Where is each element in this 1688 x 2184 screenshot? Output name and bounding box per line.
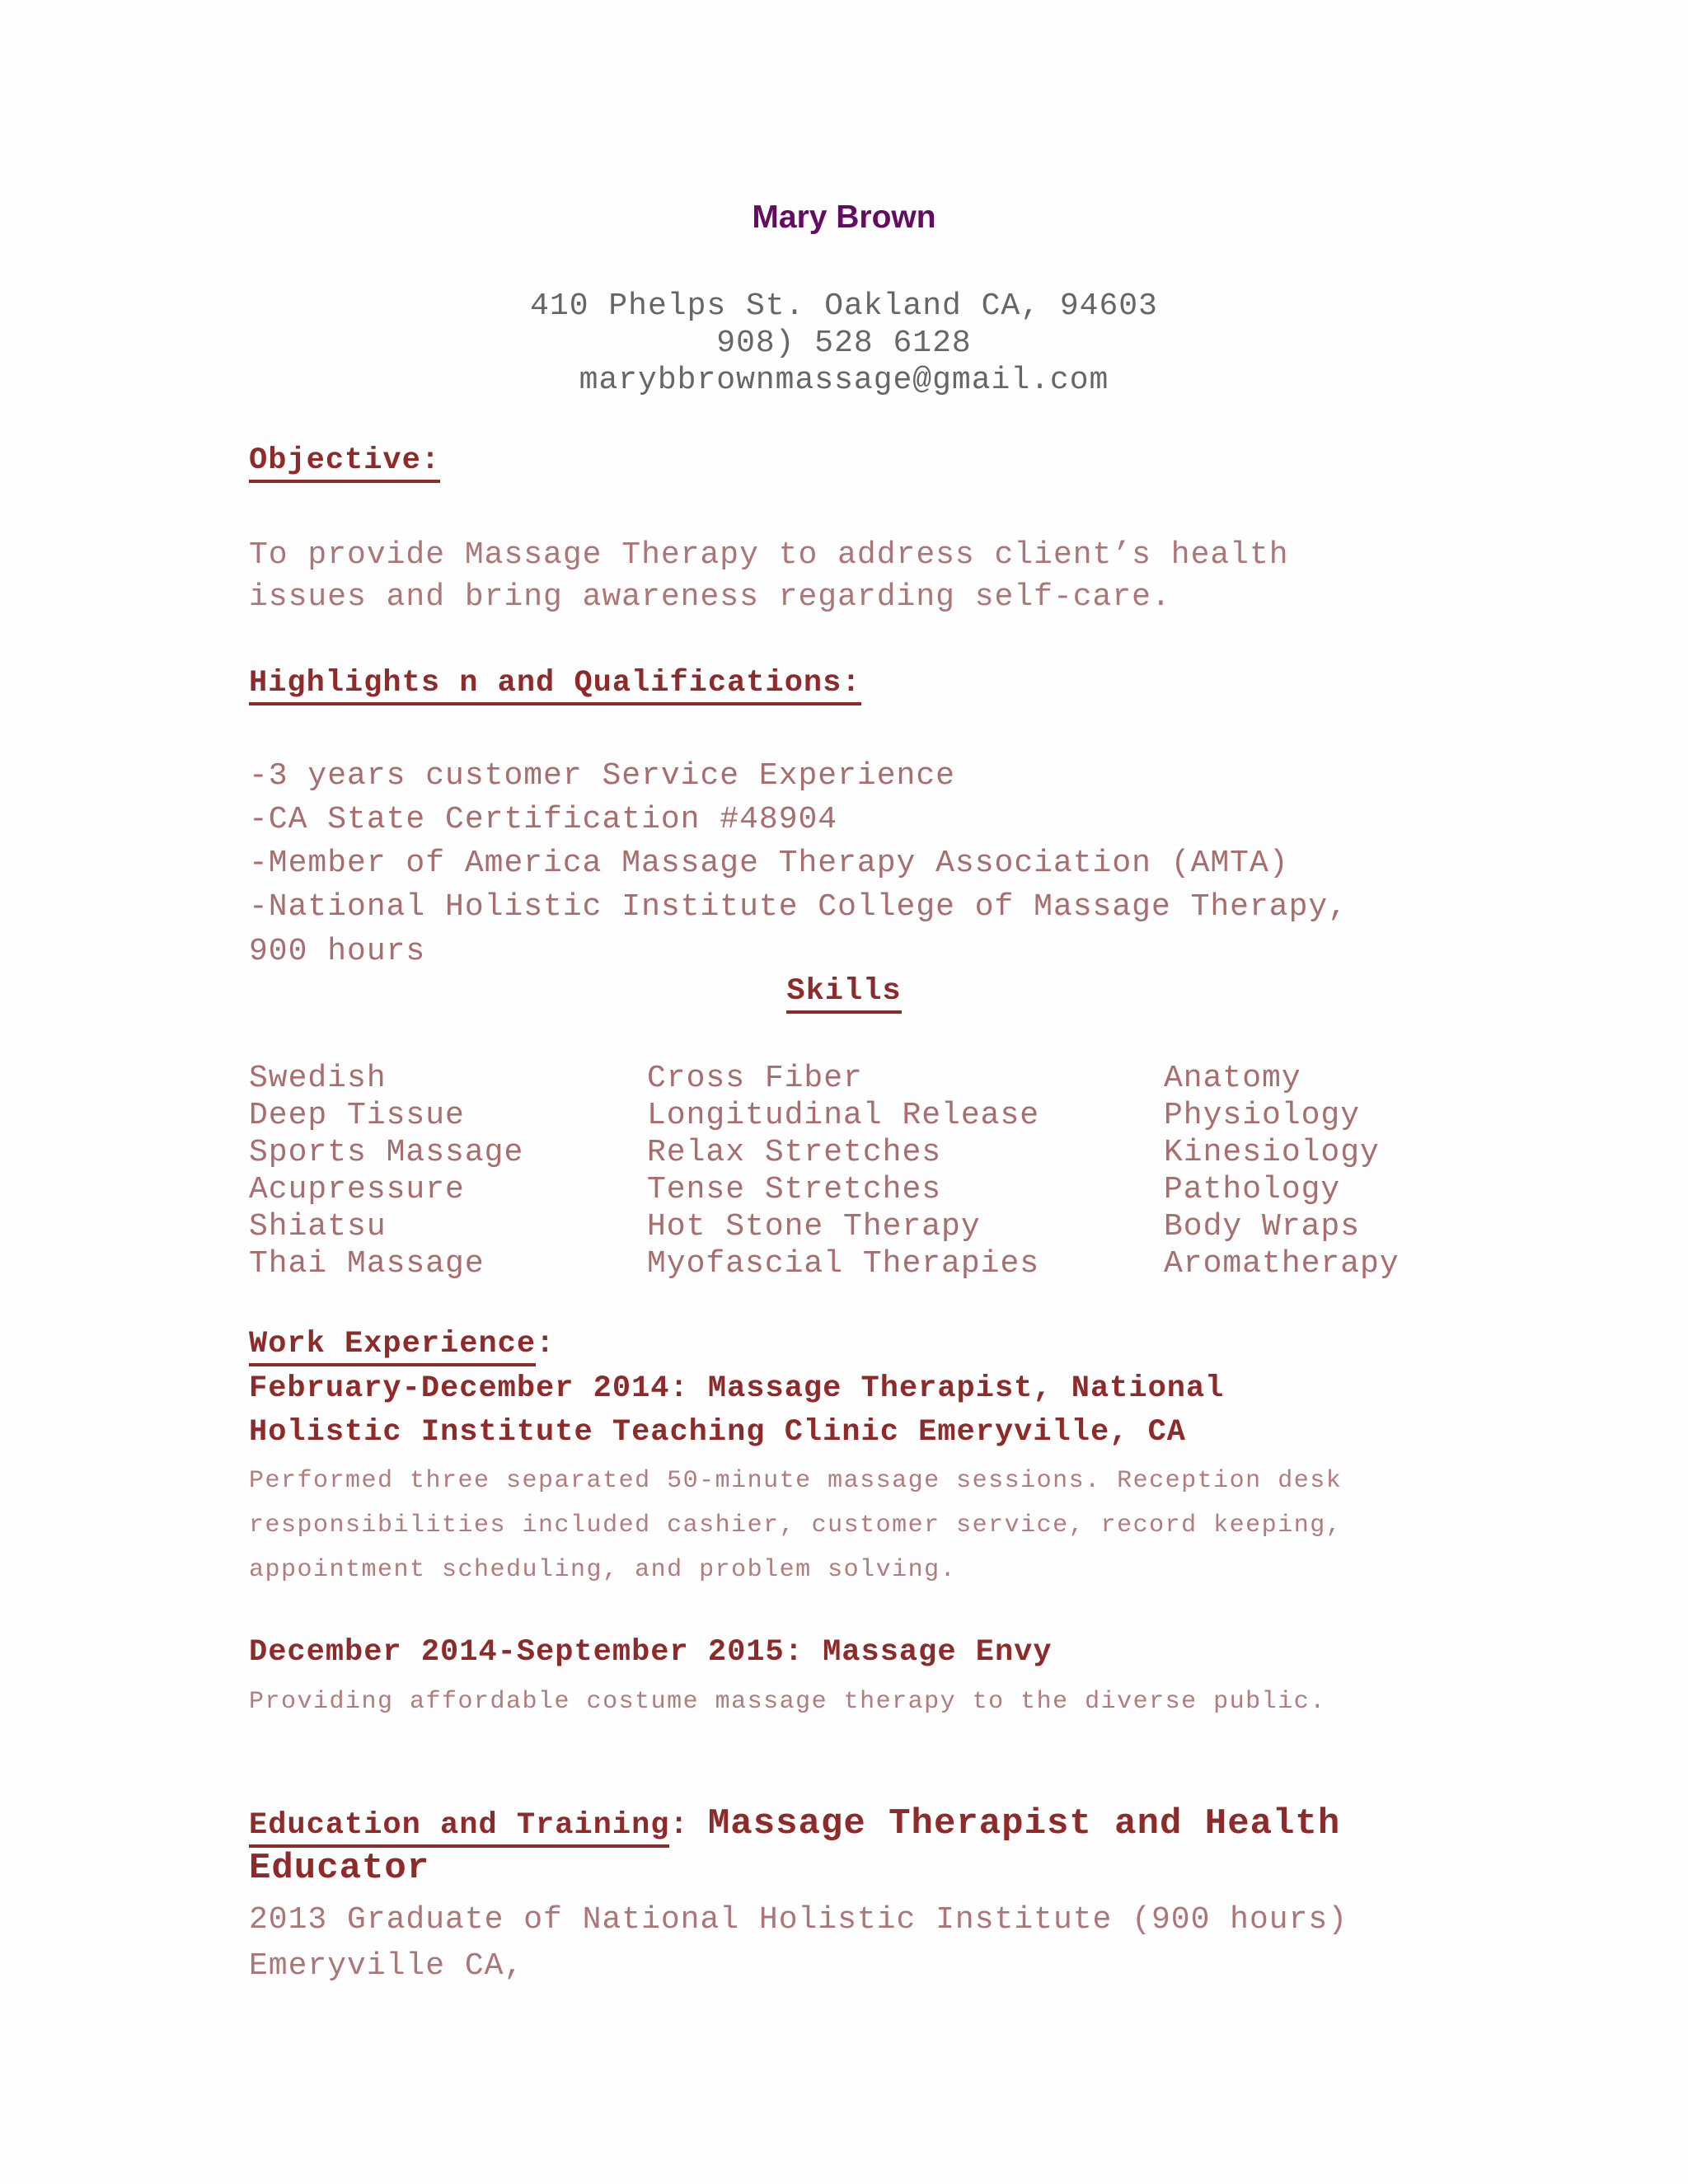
job-desc-line: appointment scheduling, and problem solving.: [249, 1556, 957, 1584]
skill-item: Body Wraps: [1164, 1209, 1361, 1244]
skill-item: Aromatherapy: [1164, 1246, 1400, 1282]
skill-item: Thai Massage: [249, 1246, 485, 1282]
job-title: [249, 1367, 1224, 1455]
objective-line: To provide Massage Therapy to address client’s health: [249, 537, 1289, 573]
skill-item: Hot Stone Therapy: [647, 1209, 981, 1244]
skill-item: Tense Stretches: [647, 1172, 942, 1207]
education-details: [249, 1897, 1348, 1990]
job-desc-line: Providing affordable costume massage therapy to the diverse public.: [249, 1688, 1326, 1716]
skill-item: Shiatsu: [249, 1209, 387, 1244]
objective-text: [249, 534, 1289, 618]
skill-item: Relax Stretches: [647, 1135, 942, 1170]
education-title: Massage Therapist and Health: [707, 1803, 1341, 1844]
highlight-item: -3 years customer Service Experience: [249, 758, 955, 794]
highlight-item: 900 hours: [249, 934, 426, 969]
contact-phone: 908) 528 6128: [716, 326, 972, 361]
skill-item: Swedish: [249, 1061, 387, 1096]
highlights-heading-text: Highlights n and Qualifications:: [249, 666, 861, 705]
job-desc-line: Performed three separated 50-minute massage sessions. Reception desk: [249, 1467, 1343, 1495]
skill-item: Acupressure: [249, 1172, 465, 1207]
skill-item: Anatomy: [1164, 1061, 1301, 1096]
education-heading: [249, 1808, 708, 1848]
education-heading-text: Education and Training: [249, 1808, 669, 1848]
skills-column-3: [1164, 1060, 1400, 1282]
skill-item: Pathology: [1164, 1172, 1341, 1207]
highlight-item: -National Holistic Institute College of Massage Therapy,: [249, 889, 1348, 925]
skills-column-2: [647, 1060, 1039, 1282]
skill-item: Myofascial Therapies: [647, 1246, 1040, 1282]
work-heading: [249, 1327, 555, 1361]
skill-item: Sports Massage: [249, 1135, 524, 1170]
contact-address: 410 Phelps St. Oakland CA, 94603: [530, 288, 1158, 324]
objective-heading: [249, 443, 440, 478]
objective-line: issues and bring awareness regarding self-care.: [249, 579, 1171, 615]
skill-item: Longitudinal Release: [647, 1098, 1040, 1133]
job-desc-line: responsibilities included cashier, customer service, record keeping,: [249, 1511, 1343, 1540]
job-title: [249, 1631, 1053, 1675]
candidate-name: Mary Brown: [752, 199, 936, 235]
job-description: [249, 1680, 1326, 1724]
skills-column-1: [249, 1060, 523, 1282]
skill-item: Physiology: [1164, 1098, 1361, 1133]
skill-item: Cross Fiber: [647, 1061, 863, 1096]
education-heading-row: [249, 1803, 1340, 1844]
highlights-heading: [249, 666, 861, 701]
education-line: 2013 Graduate of National Holistic Institute (900 hours): [249, 1902, 1348, 1938]
education-heading-colon: :: [669, 1808, 708, 1843]
work-heading-text: Work Experience: [249, 1327, 536, 1366]
education-title-cont: Educator: [249, 1848, 430, 1889]
job-title-line: December 2014-September 2015: Massage Envy: [249, 1635, 1053, 1670]
job-title-line: Holistic Institute Teaching Clinic Emeryville, CA: [249, 1415, 1186, 1450]
work-heading-colon: :: [536, 1327, 556, 1361]
skill-item: Deep Tissue: [249, 1098, 465, 1133]
skills-heading-text: Skills: [786, 974, 901, 1014]
job-title-line: February-December 2014: Massage Therapist, National: [249, 1371, 1225, 1406]
skills-heading: [0, 974, 1688, 1009]
job-description: [249, 1459, 1342, 1592]
skill-item: Kinesiology: [1164, 1135, 1380, 1170]
objective-heading-text: Objective:: [249, 443, 440, 483]
highlight-item: -CA State Certification #48904: [249, 802, 838, 837]
education-line: Emeryville CA,: [249, 1948, 524, 1984]
contact-email: marybbrownmassage@gmail.com: [579, 363, 1109, 398]
highlight-item: -Member of America Massage Therapy Association (AMTA): [249, 846, 1289, 881]
